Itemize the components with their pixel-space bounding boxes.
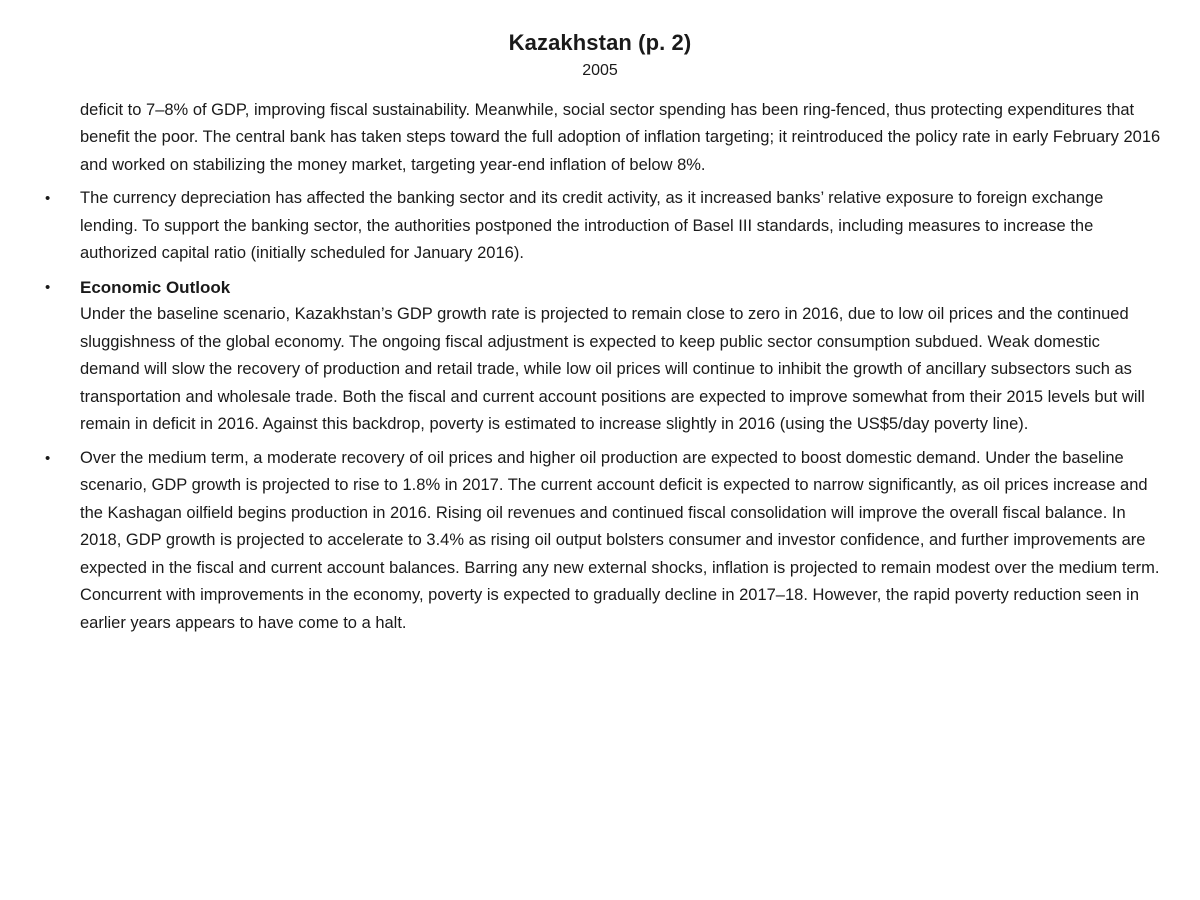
page-title: Kazakhstan (p. 2) <box>508 30 692 55</box>
bullet-item-currency <box>45 185 1164 268</box>
intro-paragraph-text: deficit to 7–8% of GDP, improving fiscal sustainability. Meanwhile, social sector spending has been ring-fenced, thus protecting expenditures that benefit the poor. The central bank has taken steps toward the full adoption of inflation targeting; it reintroduced the policy rate in early February 2016 and worked on stabilizing the money market, targeting year-end inflation of below 8%. <box>80 100 1161 174</box>
bullet-icon: • <box>45 449 51 467</box>
page-subtitle: 2005 <box>582 62 618 80</box>
bullet-item-text: Over the medium term, a moderate recovery of oil prices and higher oil production are expected to boost domestic demand. Under the baseline scenario, GDP growth is projected to rise to 1.8% in 2017. The current account deficit is expected to narrow significantly, as oil prices increase and the Kashagan oilfield begins production in 2016. Rising oil revenues and continued fiscal consolidation will improve the overall fiscal balance. In 2018, GDP growth is projected to accelerate to 3.4% as rising oil output bolsters consumer and investor confidence, and further improvements are expected in the fiscal and current account balances. Barring any new external shocks, inflation is projected to remain modest over the medium term. Concurrent with improvements in the economy, poverty is expected to gradually decline in 2017–18. However, the rapid poverty reduction seen in earlier years appears to have come to a halt. <box>80 448 1160 632</box>
intro-paragraph <box>80 97 1164 180</box>
bullet-item-economic-outlook <box>45 274 1164 439</box>
bullet-icon: • <box>45 190 51 208</box>
page-header <box>0 0 1200 80</box>
bullet-item-text: Under the baseline scenario, Kazakhstan’s GDP growth rate is projected to remain close to zero in 2016, due to low oil prices and the continued sluggishness of the global economy. The ongoing fiscal adjustment is expected to keep public sector consumption subdued. Weak domestic demand will slow the recovery of production and retail trade, while low oil prices will continue to inhibit the growth of ancillary subsectors such as transportation and wholesale trade. Both the fiscal and current account positions are expected to improve somewhat from their 2015 levels but will remain in deficit in 2016. Against this backdrop, poverty is estimated to increase slightly in 2016 (using the US$5/day poverty line). <box>80 305 1145 434</box>
page-body <box>45 97 1164 638</box>
section-heading: Economic Outlook <box>80 277 231 297</box>
bullet-item-text: The currency depreciation has affected the banking sector and its credit activity, as it increased banks’ relative exposure to foreign exchange lending. To support the banking sector, the authorities postponed the introduction of Basel III standards, including measures to increase the authorized capital ratio (initially scheduled for January 2016). <box>80 189 1104 263</box>
bullet-item-medium-term <box>45 445 1164 638</box>
bullet-icon: • <box>45 278 51 296</box>
bullet-item-body <box>80 274 1164 439</box>
